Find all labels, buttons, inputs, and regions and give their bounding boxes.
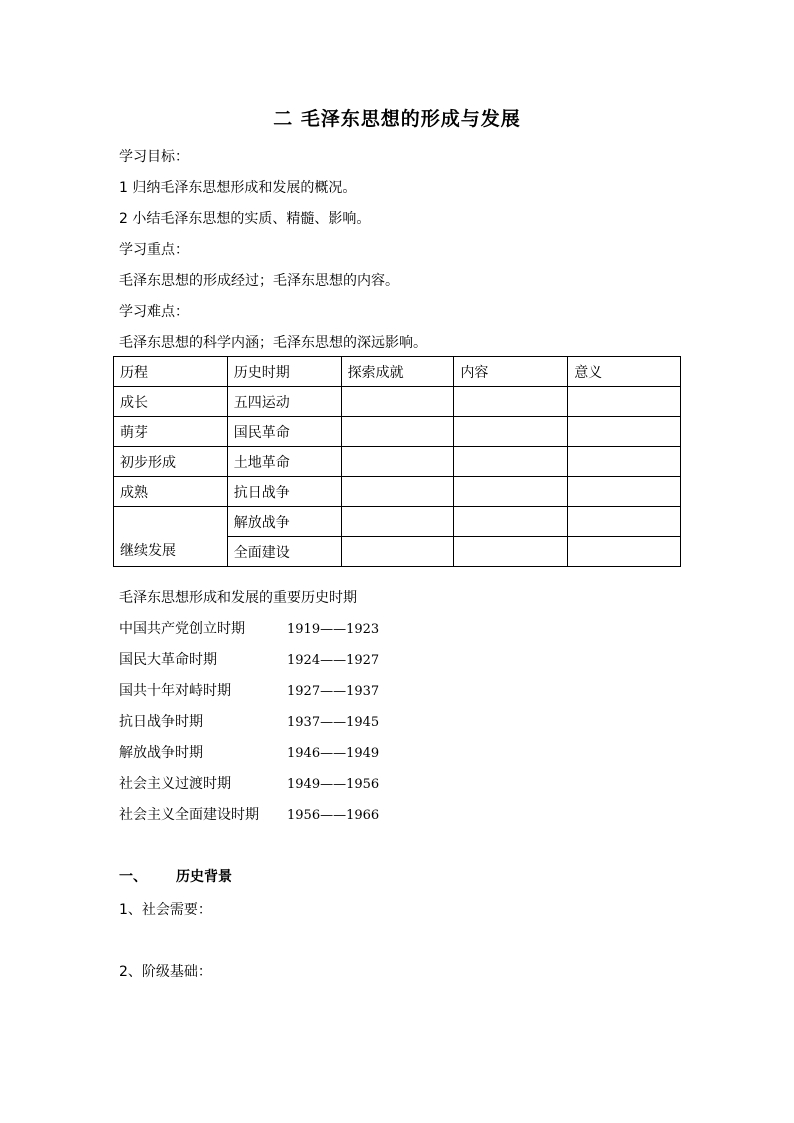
achievement-cell xyxy=(341,537,454,567)
list-item xyxy=(119,742,379,762)
table-header: 内容 xyxy=(454,357,568,387)
achievement-cell xyxy=(341,417,454,447)
period-cell: 全面建设 xyxy=(227,537,341,567)
content-cell xyxy=(454,387,568,417)
period-years: 1924——1927 xyxy=(287,653,380,668)
content-cell xyxy=(454,447,568,477)
significance-cell xyxy=(568,387,681,417)
stage-cell: 初步形成 xyxy=(114,447,228,477)
development-table xyxy=(113,356,681,567)
content-cell xyxy=(454,477,568,507)
achievement-cell xyxy=(341,507,454,537)
significance-cell xyxy=(568,417,681,447)
achievement-cell xyxy=(341,387,454,417)
period-cell: 国民革命 xyxy=(227,417,341,447)
content-cell xyxy=(454,417,568,447)
table-header: 历史时期 xyxy=(227,357,341,387)
section-number: 一、 xyxy=(119,869,147,885)
table-row xyxy=(114,507,681,537)
stage-cell: 继续发展 xyxy=(114,507,228,567)
period-years: 1919——1923 xyxy=(287,622,380,637)
section-item: 2、阶级基础： xyxy=(119,964,212,980)
page-title: 二 毛泽东思想的形成与发展 xyxy=(273,108,521,130)
list-item xyxy=(119,618,379,638)
stage-cell: 成熟 xyxy=(114,477,228,507)
content-cell xyxy=(454,507,568,537)
table-row xyxy=(114,477,681,507)
period-name: 国共十年对峙时期 xyxy=(119,683,231,699)
period-cell: 抗日战争 xyxy=(227,477,341,507)
achievement-cell xyxy=(341,477,454,507)
period-name: 社会主义过渡时期 xyxy=(119,776,231,792)
list-item xyxy=(119,773,379,793)
period-cell: 五四运动 xyxy=(227,387,341,417)
significance-cell xyxy=(568,477,681,507)
stage-cell: 成长 xyxy=(114,387,228,417)
table-header-row xyxy=(114,357,681,387)
list-item xyxy=(119,649,379,669)
period-name: 中国共产党创立时期 xyxy=(119,621,245,637)
list-item xyxy=(119,680,379,700)
content-cell xyxy=(454,537,568,567)
section-heading xyxy=(119,866,232,886)
list-item xyxy=(119,711,379,731)
objective-item: 2 小结毛泽东思想的实质、精髓、影响。 xyxy=(119,211,371,227)
period-years: 1956——1966 xyxy=(287,808,380,823)
period-cell: 解放战争 xyxy=(227,507,341,537)
period-years: 1949——1956 xyxy=(287,777,380,792)
section-item: 1、社会需要： xyxy=(119,902,212,918)
period-years: 1927——1937 xyxy=(287,684,380,699)
periods-heading: 毛泽东思想形成和发展的重要历史时期 xyxy=(119,590,357,606)
section-title: 历史背景 xyxy=(176,869,232,885)
period-cell: 土地革命 xyxy=(227,447,341,477)
objectives-heading: 学习目标： xyxy=(119,149,189,165)
difficulties-text: 毛泽东思想的科学内涵；毛泽东思想的深远影响。 xyxy=(119,335,427,351)
table-header: 意义 xyxy=(568,357,681,387)
list-item xyxy=(119,804,379,824)
key-points-text: 毛泽东思想的形成经过；毛泽东思想的内容。 xyxy=(119,273,399,289)
table-row xyxy=(114,417,681,447)
significance-cell xyxy=(568,507,681,537)
table-row xyxy=(114,387,681,417)
table-row xyxy=(114,447,681,477)
period-name: 解放战争时期 xyxy=(119,745,203,761)
period-years: 1937——1945 xyxy=(287,715,380,730)
difficulties-heading: 学习难点： xyxy=(119,304,189,320)
period-years: 1946——1949 xyxy=(287,746,380,761)
key-points-heading: 学习重点： xyxy=(119,242,189,258)
period-name: 社会主义全面建设时期 xyxy=(119,807,259,823)
period-name: 国民大革命时期 xyxy=(119,652,217,668)
significance-cell xyxy=(568,447,681,477)
stage-cell: 萌芽 xyxy=(114,417,228,447)
table-header: 探索成就 xyxy=(341,357,454,387)
objective-item: 1 归纳毛泽东思想形成和发展的概况。 xyxy=(119,180,357,196)
significance-cell xyxy=(568,537,681,567)
table-header: 历程 xyxy=(114,357,228,387)
period-name: 抗日战争时期 xyxy=(119,714,203,730)
achievement-cell xyxy=(341,447,454,477)
